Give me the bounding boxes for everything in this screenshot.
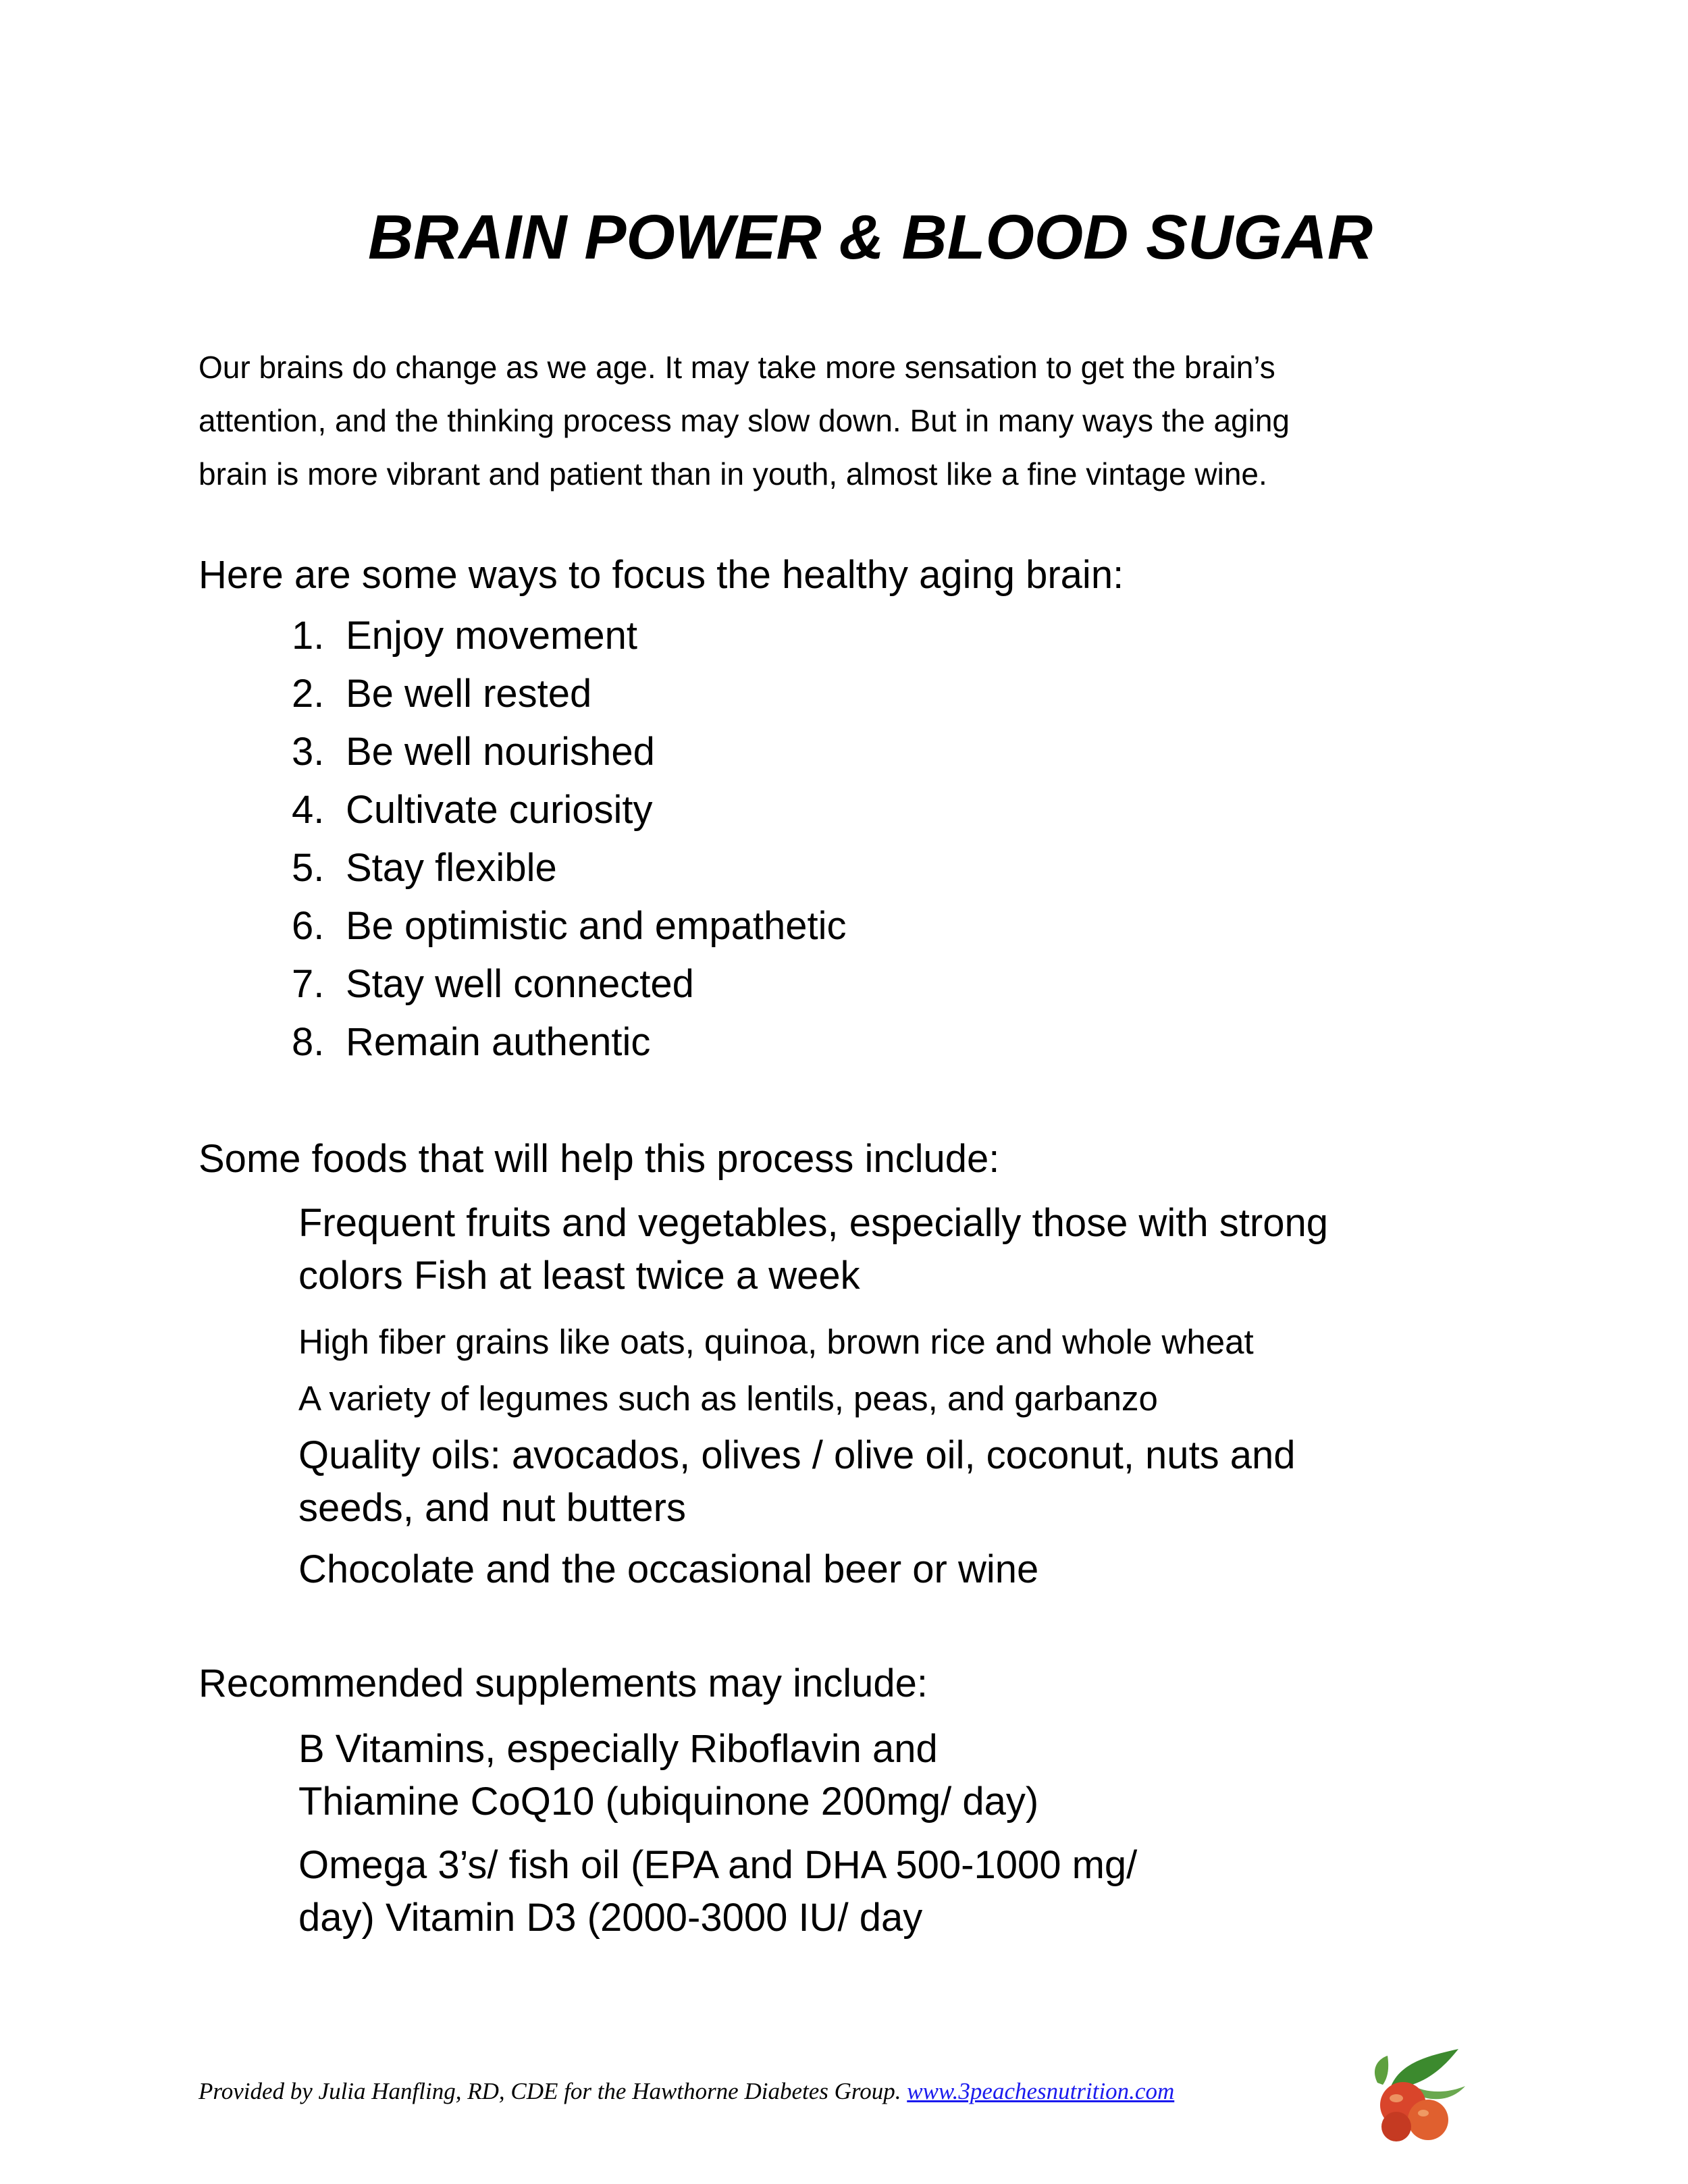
supplements-heading: Recommended supplements may include: <box>199 1661 928 1705</box>
ways-list <box>292 607 846 1071</box>
list-item: 7. Stay well connected <box>292 962 694 1006</box>
peaches-logo-icon <box>1364 2046 1472 2147</box>
food-item-legumes: A variety of legumes such as lentils, peas, and garbanzo <box>298 1379 1158 1418</box>
intro-line: brain is more vibrant and patient than in youth, almost like a fine vintage wine. <box>199 456 1267 491</box>
food-item-grains: High fiber grains like oats, quinoa, brown rice and whole wheat <box>298 1323 1254 1361</box>
list-item: 8. Remain authentic <box>292 1020 651 1064</box>
supplement-item-omega: Omega 3’s/ fish oil (EPA and DHA 500-1000 mg/ day) Vitamin D3 (2000-3000 IU/ day <box>298 1843 1138 1940</box>
website-link[interactable]: www.3peachesnutrition.com <box>907 2078 1175 2104</box>
list-item: 2. Be well rested <box>292 672 592 716</box>
foods-heading: Some foods that will help this process include: <box>199 1137 1000 1181</box>
intro-paragraph <box>199 341 1481 501</box>
food-item-treats: Chocolate and the occasional beer or wine <box>298 1547 1039 1591</box>
list-item: 1. Enjoy movement <box>292 614 637 658</box>
page-title: BRAIN POWER & BLOOD SUGAR <box>368 202 1373 272</box>
food-item-oils: Quality oils: avocados, olives / olive oil, coconut, nuts and seeds, and nut butters <box>298 1433 1296 1530</box>
food-item-fruits: Frequent fruits and vegetables, especially those with strong colors Fish at least twice a week <box>298 1201 1328 1298</box>
ways-heading: Here are some ways to focus the healthy aging brain: <box>199 553 1124 597</box>
intro-line: Our brains do change as we age. It may take more sensation to get the brain’s <box>199 350 1275 385</box>
intro-line: attention, and the thinking process may slow down. But in many ways the aging <box>199 403 1290 438</box>
footer-credit <box>199 2078 1174 2105</box>
list-item: 6. Be optimistic and empathetic <box>292 904 847 948</box>
list-item: 3. Be well nourished <box>292 730 655 774</box>
list-item: 4. Cultivate curiosity <box>292 788 653 832</box>
footer-text: Provided by Julia Hanfling, RD, CDE for the Hawthorne Diabetes Group. <box>199 2078 901 2104</box>
supplement-item-b-vitamins: B Vitamins, especially Riboflavin and Thiamine CoQ10 (ubiquinone 200mg/ day) <box>298 1727 1039 1823</box>
list-item: 5. Stay flexible <box>292 846 557 890</box>
